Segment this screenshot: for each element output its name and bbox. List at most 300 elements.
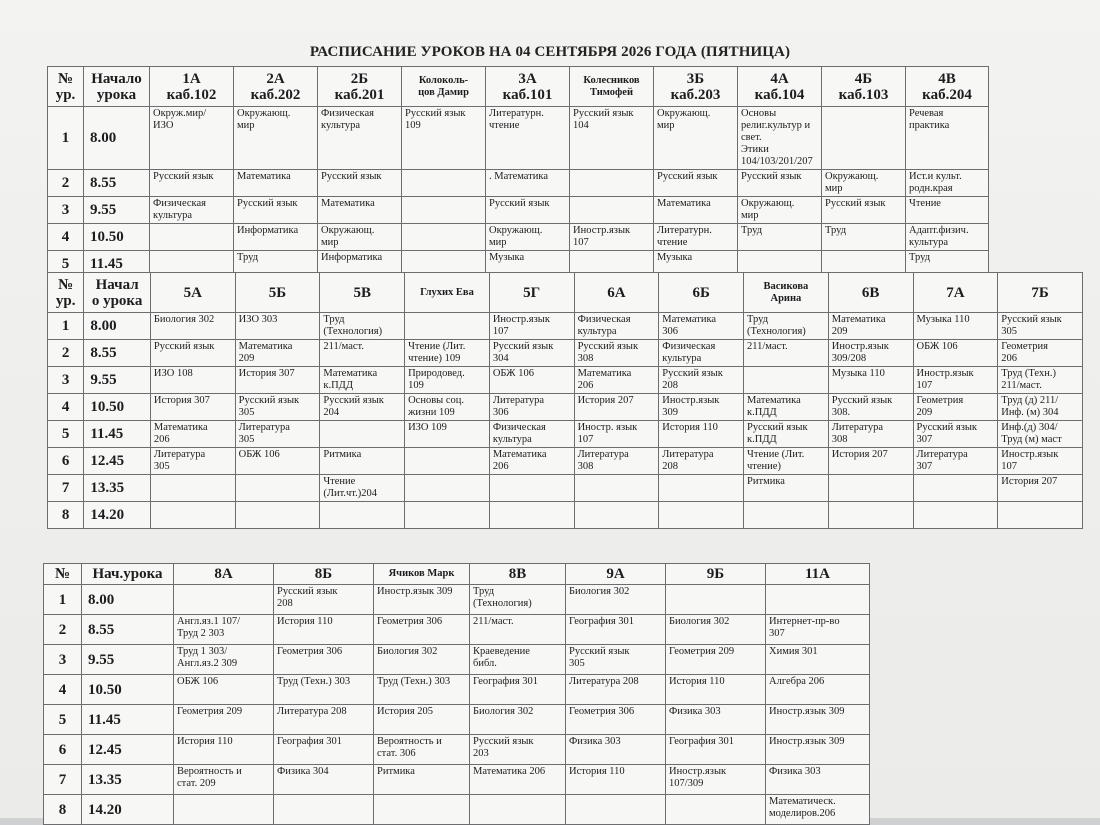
lesson-cell [470,585,566,615]
lesson-cell [574,394,659,421]
header-label: 2А каб.202 [250,70,301,103]
cell-text: 6 [61,453,70,469]
lesson-start-time [84,197,150,224]
cell-text: 9.55 [88,651,115,668]
header-label: 6А [607,284,626,301]
cell-text: Математика к.ПДД [323,368,378,391]
lesson-cell [174,585,274,615]
lesson-cell [234,197,318,224]
header-label: 3А каб.101 [502,70,553,103]
lesson-cell [405,367,490,394]
lesson-cell [566,675,666,705]
cell-text: Музыка [489,252,525,263]
cell-text: История 307 [238,368,295,379]
cell-text: 8.55 [88,621,115,638]
cell-text: Математика 206 [153,422,208,445]
header-cell [150,67,234,107]
lesson-cell [766,765,870,795]
schedule-table-primary [47,66,989,278]
cell-text: ОБЖ 106 [177,676,219,687]
cell-text: Русский язык 305 [238,395,300,418]
table-row [48,224,989,251]
cell-text: Математика [321,198,375,209]
lesson-start-time [82,765,174,795]
cell-text: 4 [61,229,70,245]
lesson-cell [405,421,490,448]
header-cell [489,273,574,313]
cell-text: 211/маст. [473,616,514,627]
lesson-cell [320,502,405,529]
table-row [44,675,870,705]
lesson-cell [574,367,659,394]
lesson-cell [489,367,574,394]
table-row [48,340,1083,367]
lesson-start-time [84,313,151,340]
lesson-cell [150,448,235,475]
lesson-number [44,615,82,645]
lesson-cell [318,107,402,170]
cell-text: Русский язык 109 [405,108,466,131]
cell-text: Математика 206 [473,766,546,777]
cell-text: 8 [61,507,70,523]
cell-text: Физика 304 [277,766,329,777]
lesson-cell [374,735,470,765]
lesson-cell [150,170,234,197]
lesson-cell [822,107,906,170]
cell-text: История 207 [577,395,634,406]
cell-text: История 110 [277,616,333,627]
lesson-cell [374,765,470,795]
lesson-cell [150,367,235,394]
lesson-cell [566,615,666,645]
lesson-cell [470,795,566,825]
lesson-cell [405,502,490,529]
table-row [48,367,1083,394]
cell-text: Окруж.мир/ ИЗО [153,108,207,131]
header-label: 8В [508,566,527,582]
cell-text: Литература 305 [153,449,206,472]
lesson-number [44,735,82,765]
header-cell [234,67,318,107]
lesson-start-time [84,224,150,251]
lesson-cell [470,615,566,645]
lesson-cell [744,313,829,340]
lesson-cell [828,394,913,421]
cell-text: Вероятность и стат. 306 [377,736,442,759]
cell-text: 9.55 [90,372,117,388]
header-cell [402,67,486,107]
cell-text: 3 [61,202,70,218]
cell-text: Русский язык [489,198,550,209]
header-cell [822,67,906,107]
header-label: Глухих Ева [420,286,474,298]
cell-text: Биология 302 [377,646,438,657]
table-row [48,502,1083,529]
cell-text: Труд (Технология) [473,586,532,609]
cell-text: Русский язык 208 [277,586,338,609]
cell-text: Интернет-пр-во 307 [769,616,840,639]
cell-text: Труд (д) 211/ Инф. (м) 304 [1001,395,1059,418]
table-row [48,170,989,197]
lesson-cell [274,645,374,675]
lesson-cell [766,675,870,705]
lesson-cell [489,502,574,529]
lesson-cell [150,475,235,502]
cell-text: Иностр.язык 309/208 [831,341,889,364]
header-cell [566,564,666,585]
cell-text: Русский язык 204 [323,395,384,418]
cell-text: Русский язык [153,171,214,182]
table-row [44,585,870,615]
cell-text: Русский язык [321,171,382,182]
lesson-cell [566,765,666,795]
cell-text: ИЗО 303 [238,314,278,325]
header-cell [666,564,766,585]
lesson-cell [150,224,234,251]
cell-text: 7 [61,480,70,496]
lesson-cell [374,675,470,705]
cell-text: Математика к.ПДД [747,395,801,418]
cell-text: Русский язык 308 [577,341,639,364]
lesson-number [44,795,82,825]
cell-text: 8.00 [90,318,117,334]
header-cell [274,564,374,585]
cell-text: Русский язык 308. [831,395,893,418]
cell-text: История 110 [669,676,725,687]
header-label: 8А [214,566,233,582]
header-label: Колесников Тимофей [583,74,640,98]
lesson-number [44,675,82,705]
header-label: 9Б [706,566,725,582]
lesson-cell [174,765,274,795]
cell-text: Русский язык [741,171,802,182]
lesson-start-time [82,735,174,765]
lesson-cell [738,224,822,251]
table-row [48,107,989,170]
table-row [48,394,1083,421]
lesson-cell [998,394,1083,421]
cell-text: Математика [657,198,711,209]
cell-text: Математика 306 [662,314,717,337]
cell-text: 14.20 [88,801,122,818]
header-label: Начал о урока [91,276,143,309]
cell-text: Иностр. язык 107 [577,422,638,445]
lesson-cell [828,367,913,394]
lesson-cell [235,394,320,421]
cell-text: 11.45 [90,426,124,442]
lesson-cell [405,394,490,421]
cell-text: Русский язык 208 [662,368,723,391]
lesson-cell [486,107,570,170]
cell-text: Музыка [657,252,693,263]
cell-text: 9.55 [90,202,117,218]
cell-text: Иностр.язык 107 [573,225,631,248]
lesson-cell [574,340,659,367]
cell-text: 2 [61,345,70,361]
lesson-cell [659,394,744,421]
lesson-number [44,765,82,795]
lesson-cell [274,615,374,645]
cell-text: ОБЖ 106 [238,449,280,460]
lesson-start-time [84,340,151,367]
lesson-cell [320,313,405,340]
lesson-cell [374,795,470,825]
cell-text: Русский язык 307 [916,422,978,445]
cell-text: Физика 303 [769,766,821,777]
lesson-cell [828,313,913,340]
lesson-cell [570,197,654,224]
lesson-cell [274,765,374,795]
lesson-cell [234,170,318,197]
header-label: 5А [183,284,202,301]
lesson-cell [274,675,374,705]
lesson-cell [150,313,235,340]
cell-text: Окружающ. мир [321,225,375,248]
header-cell [84,273,151,313]
lesson-cell [405,313,490,340]
lesson-cell [666,765,766,795]
header-row [44,564,870,585]
cell-text: ИЗО 109 [408,422,447,433]
lesson-cell [998,475,1083,502]
header-cell [744,273,829,313]
lesson-cell [738,197,822,224]
cell-text: 2 [61,175,70,191]
cell-text: Чтение (Лит. чтение) [747,449,805,472]
header-cell [738,67,822,107]
cell-text: География 301 [473,676,539,687]
lesson-cell [470,765,566,795]
lesson-cell [654,170,738,197]
lesson-number [48,340,84,367]
cell-text: Литература 306 [492,395,545,418]
lesson-cell [320,340,405,367]
header-label: № ур. [55,70,76,103]
cell-text: Окружающ. мир [657,108,711,131]
cell-text: Биология 302 [669,616,730,627]
cell-text: Математическ. моделиров.206 [769,796,836,819]
cell-text: Краеведение библ. [473,646,530,669]
lesson-number [48,313,84,340]
lesson-cell [913,502,998,529]
table-row [48,421,1083,448]
cell-text: Труд [909,252,931,263]
lesson-cell [570,224,654,251]
lesson-cell [486,170,570,197]
cell-text: Иностр.язык 107 [1001,449,1059,472]
lesson-cell [174,735,274,765]
header-label: Ячиков Марк [388,568,455,579]
header-cell [48,67,84,107]
lesson-start-time [84,107,150,170]
lesson-cell [654,107,738,170]
cell-text: Музыка 110 [916,314,970,325]
lesson-cell [659,475,744,502]
table-row [44,645,870,675]
lesson-cell [766,585,870,615]
lesson-cell [318,170,402,197]
lesson-cell [766,615,870,645]
lesson-cell [744,340,829,367]
cell-text: Окружающ. мир [237,108,291,131]
lesson-cell [489,313,574,340]
lesson-cell [913,367,998,394]
lesson-cell [659,340,744,367]
schedule-table-middle [47,272,1083,529]
cell-text: История 207 [831,449,888,460]
lesson-number [44,585,82,615]
cell-text: 1 [61,130,70,146]
lesson-cell [654,224,738,251]
lesson-number [48,475,84,502]
header-cell [320,273,405,313]
lesson-cell [235,367,320,394]
header-cell [654,67,738,107]
lesson-cell [150,502,235,529]
cell-text: Русский язык [825,198,886,209]
cell-text: Основы религ.культур и свет. Этики 104/103/201/207 [741,108,813,167]
cell-text: Труд [237,252,259,263]
lesson-start-time [82,675,174,705]
header-cell [766,564,870,585]
lesson-cell [405,475,490,502]
lesson-cell [766,645,870,675]
cell-text: Физическая культура [662,341,716,364]
lesson-cell [822,170,906,197]
cell-text: ОБЖ 106 [492,368,534,379]
lesson-cell [574,313,659,340]
lesson-cell [828,448,913,475]
cell-text: Информатика [321,252,383,263]
cell-text: История 205 [377,706,434,717]
lesson-cell [998,313,1083,340]
cell-text: 14.20 [90,507,125,523]
lesson-number [48,197,84,224]
lesson-cell [470,645,566,675]
cell-text: Физическая культура [321,108,374,131]
lesson-cell [489,340,574,367]
header-label: 5Б [268,284,287,301]
cell-text: Геометрия 206 [1001,341,1048,364]
header-cell [828,273,913,313]
lesson-cell [470,705,566,735]
cell-text: 7 [58,771,67,788]
lesson-cell [566,735,666,765]
lesson-cell [828,340,913,367]
cell-text: Музыка 110 [831,368,885,379]
cell-text: Иностр.язык 309 [662,395,720,418]
cell-text: 11.45 [88,711,121,728]
lesson-cell [486,224,570,251]
cell-text: Литературн. чтение [489,108,544,131]
lesson-cell [320,421,405,448]
lesson-cell [566,585,666,615]
lesson-cell [906,107,989,170]
lesson-cell [470,675,566,705]
lesson-cell [566,645,666,675]
header-label: 4В каб.204 [922,70,972,103]
cell-text: Чтение (Лит.чт.)204 [323,476,377,499]
lesson-start-time [84,475,151,502]
lesson-cell [320,394,405,421]
lesson-cell [489,475,574,502]
table-row [48,313,1083,340]
lesson-cell [666,645,766,675]
lesson-cell [174,615,274,645]
header-label: Нач.урока [92,566,163,582]
cell-text: 1 [61,318,70,334]
header-cell [48,273,84,313]
header-label: 2Б каб.201 [334,70,385,103]
lesson-cell [402,170,486,197]
lesson-start-time [82,645,174,675]
lesson-cell [659,367,744,394]
cell-text: 3 [58,651,67,668]
cell-text: ОБЖ 106 [916,341,958,352]
cell-text: Русский язык 104 [573,108,634,131]
lesson-cell [913,313,998,340]
lesson-cell [274,795,374,825]
cell-text: 211/маст. [747,341,788,352]
cell-text: Ист.и культ. родн.края [909,171,962,194]
table-row [44,795,870,825]
cell-text: Ритмика [747,476,785,487]
cell-text: Иностр.язык 309 [769,706,845,717]
header-cell [84,67,150,107]
lesson-cell [402,197,486,224]
table-row [48,475,1083,502]
lesson-cell [744,475,829,502]
cell-text: Труд (Техн.) 211/маст. [1001,368,1056,391]
cell-text: Труд (Техн.) 303 [277,676,351,687]
cell-text: 5 [61,426,70,442]
lesson-cell [374,585,470,615]
cell-text: Физика 303 [669,706,721,717]
cell-text: Литература 308 [831,422,884,445]
lesson-cell [374,615,470,645]
lesson-cell [828,421,913,448]
cell-text: Чтение (Лит. чтение) 109 [408,341,466,364]
cell-text: Русский язык 305 [569,646,630,669]
lesson-cell [174,675,274,705]
lesson-cell [320,475,405,502]
cell-text: Физика 303 [569,736,621,747]
lesson-cell [659,421,744,448]
cell-text: Труд [741,225,763,236]
cell-text: Математика 206 [492,449,547,472]
cell-text: Иностр.язык 309 [377,586,453,597]
cell-text: 12.45 [88,741,122,758]
header-cell [570,67,654,107]
lesson-cell [766,705,870,735]
lesson-cell [744,502,829,529]
lesson-cell [666,585,766,615]
header-label: 9А [606,566,625,582]
lesson-number [48,107,84,170]
lesson-number [48,224,84,251]
lesson-cell [913,340,998,367]
cell-text: 4 [61,399,70,415]
header-cell [150,273,235,313]
lesson-cell [405,448,490,475]
lesson-start-time [84,170,150,197]
lesson-cell [666,795,766,825]
lesson-cell [666,735,766,765]
cell-text: Литература 307 [916,449,968,472]
cell-text: Труд (Технология) [747,314,806,337]
cell-text: Физическая культура [153,198,206,221]
header-label: 8Б [314,566,333,582]
